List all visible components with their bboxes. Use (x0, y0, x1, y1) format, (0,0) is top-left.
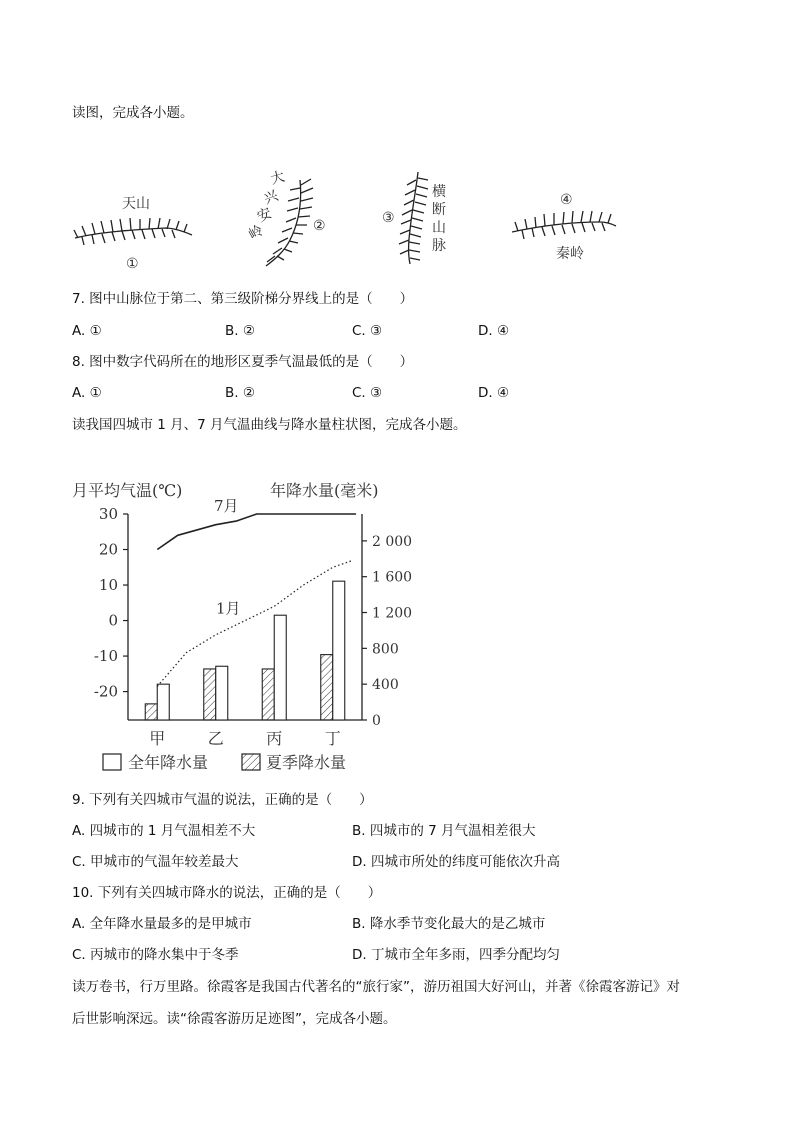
question-8-option-d[interactable]: D. ④ (478, 385, 510, 401)
question-7-stem: 7. 图中山脉位于第二、第三级阶梯分界线上的是（ ） (72, 291, 414, 307)
bar-total-precip (157, 684, 169, 720)
question-7-option-c[interactable]: C. ③ (352, 323, 383, 339)
question-10-stem: 10. 下列有关四城市降水的说法，正确的是（ ） (72, 885, 382, 901)
tianshan-sketch (74, 196, 192, 272)
temp-tick-label: 20 (98, 540, 118, 559)
daxinganling-label-3: 安 (254, 205, 275, 226)
legend-swatch-total (103, 754, 121, 770)
qinling-number: ④ (560, 192, 573, 208)
hengduan-label-2: 断 (432, 202, 446, 218)
bar-summer-precip (262, 669, 274, 720)
question-9-option-d[interactable]: D. 四城市所处的纬度可能依次升高 (352, 854, 560, 870)
precip-tick-label: 2 000 (372, 533, 413, 550)
daxinganling-number: ② (313, 218, 326, 234)
temp-tick-label: 30 (98, 505, 118, 523)
question-8-option-c[interactable]: C. ③ (352, 385, 383, 401)
qinling-label: 秦岭 (556, 246, 584, 262)
hengduan-sketch (382, 172, 446, 264)
tianshan-number: ① (126, 256, 139, 272)
right-axis-title: 年降水量(毫米) (270, 481, 379, 500)
daxinganling-label-2: 兴 (261, 187, 281, 208)
precip-tick-label: 400 (372, 677, 399, 694)
bar-summer-precip (145, 704, 157, 720)
category-label: 丙 (266, 729, 283, 748)
hengduan-label-4: 脉 (432, 238, 446, 254)
tianshan-label: 天山 (122, 196, 150, 212)
question-9-stem: 9. 下列有关四城市气温的说法，正确的是（ ） (72, 792, 373, 808)
left-axis-title: 月平均气温(℃) (72, 481, 183, 500)
hengduan-number: ③ (382, 210, 395, 226)
daxinganling-sketch (246, 168, 326, 266)
qinling-sketch (512, 192, 616, 262)
precip-tick-label: 1 200 (372, 605, 413, 622)
july-curve-label: 7月 (214, 497, 239, 515)
precip-tick-label: 0 (372, 713, 381, 729)
bar-summer-precip (321, 655, 333, 720)
category-label: 乙 (207, 729, 224, 748)
temp-tick-label: -20 (93, 682, 118, 701)
mountains-figure (0, 160, 794, 280)
legend-label-summer: 夏季降水量 (266, 753, 347, 772)
question-7-option-d[interactable]: D. ④ (478, 323, 510, 339)
bar-total-precip (333, 581, 345, 720)
question-8-stem: 8. 图中数字代码所在的地形区夏季气温最低的是（ ） (72, 354, 414, 370)
question-9-option-a[interactable]: A. 四城市的 1 月气温相差不大 (72, 823, 256, 839)
city-climate-chart (0, 470, 794, 780)
question-10-option-c[interactable]: C. 丙城市的降水集中于冬季 (72, 947, 239, 963)
intro-read-map: 读图，完成各小题。 (72, 105, 194, 121)
category-label: 丁 (324, 729, 341, 748)
question-8-option-b[interactable]: B. ② (225, 385, 255, 401)
temp-tick-label: 10 (98, 576, 118, 595)
precip-tick-label: 1 600 (372, 569, 413, 586)
july-temp-curve (157, 514, 356, 550)
intro-xu-xiake-line-2: 后世影响深远。读“徐霞客游历足迹图”，完成各小题。 (72, 1011, 397, 1027)
question-9-option-b[interactable]: B. 四城市的 7 月气温相差很大 (352, 823, 536, 839)
question-10-option-b[interactable]: B. 降水季节变化最大的是乙城市 (352, 916, 546, 932)
temp-tick-label: 0 (108, 611, 118, 630)
temp-tick-label: -10 (93, 647, 118, 666)
question-10-option-d[interactable]: D. 丁城市全年多雨，四季分配均匀 (352, 947, 560, 963)
intro-xu-xiake-line-1: 读万卷书，行万里路。徐霞客是我国古代著名的“旅行家”，游历祖国大好河山，并著《徐霞客游记》对 (72, 979, 680, 995)
category-label: 甲 (149, 729, 166, 748)
question-10-option-a[interactable]: A. 全年降水量最多的是甲城市 (72, 916, 252, 932)
question-9-option-c[interactable]: C. 甲城市的气温年较差最大 (72, 854, 239, 870)
question-7-option-a[interactable]: A. ① (72, 323, 102, 339)
january-curve-label: 1月 (216, 599, 241, 618)
daxinganling-label-1: 大 (268, 168, 287, 188)
question-8-option-a[interactable]: A. ① (72, 385, 102, 401)
bar-total-precip (274, 615, 286, 720)
legend-label-total: 全年降水量 (128, 753, 209, 772)
hengduan-label-3: 山 (432, 220, 446, 236)
legend-swatch-summer (242, 754, 260, 770)
precip-tick-label: 800 (372, 641, 399, 658)
intro-read-chart: 读我国四城市 1 月、7 月气温曲线与降水量柱状图，完成各小题。 (72, 417, 467, 433)
bar-summer-precip (204, 669, 216, 720)
hengduan-label-1: 横 (432, 184, 446, 200)
daxinganling-label-4: 岭 (246, 222, 267, 244)
question-7-option-b[interactable]: B. ② (225, 323, 255, 339)
bar-total-precip (216, 666, 228, 720)
